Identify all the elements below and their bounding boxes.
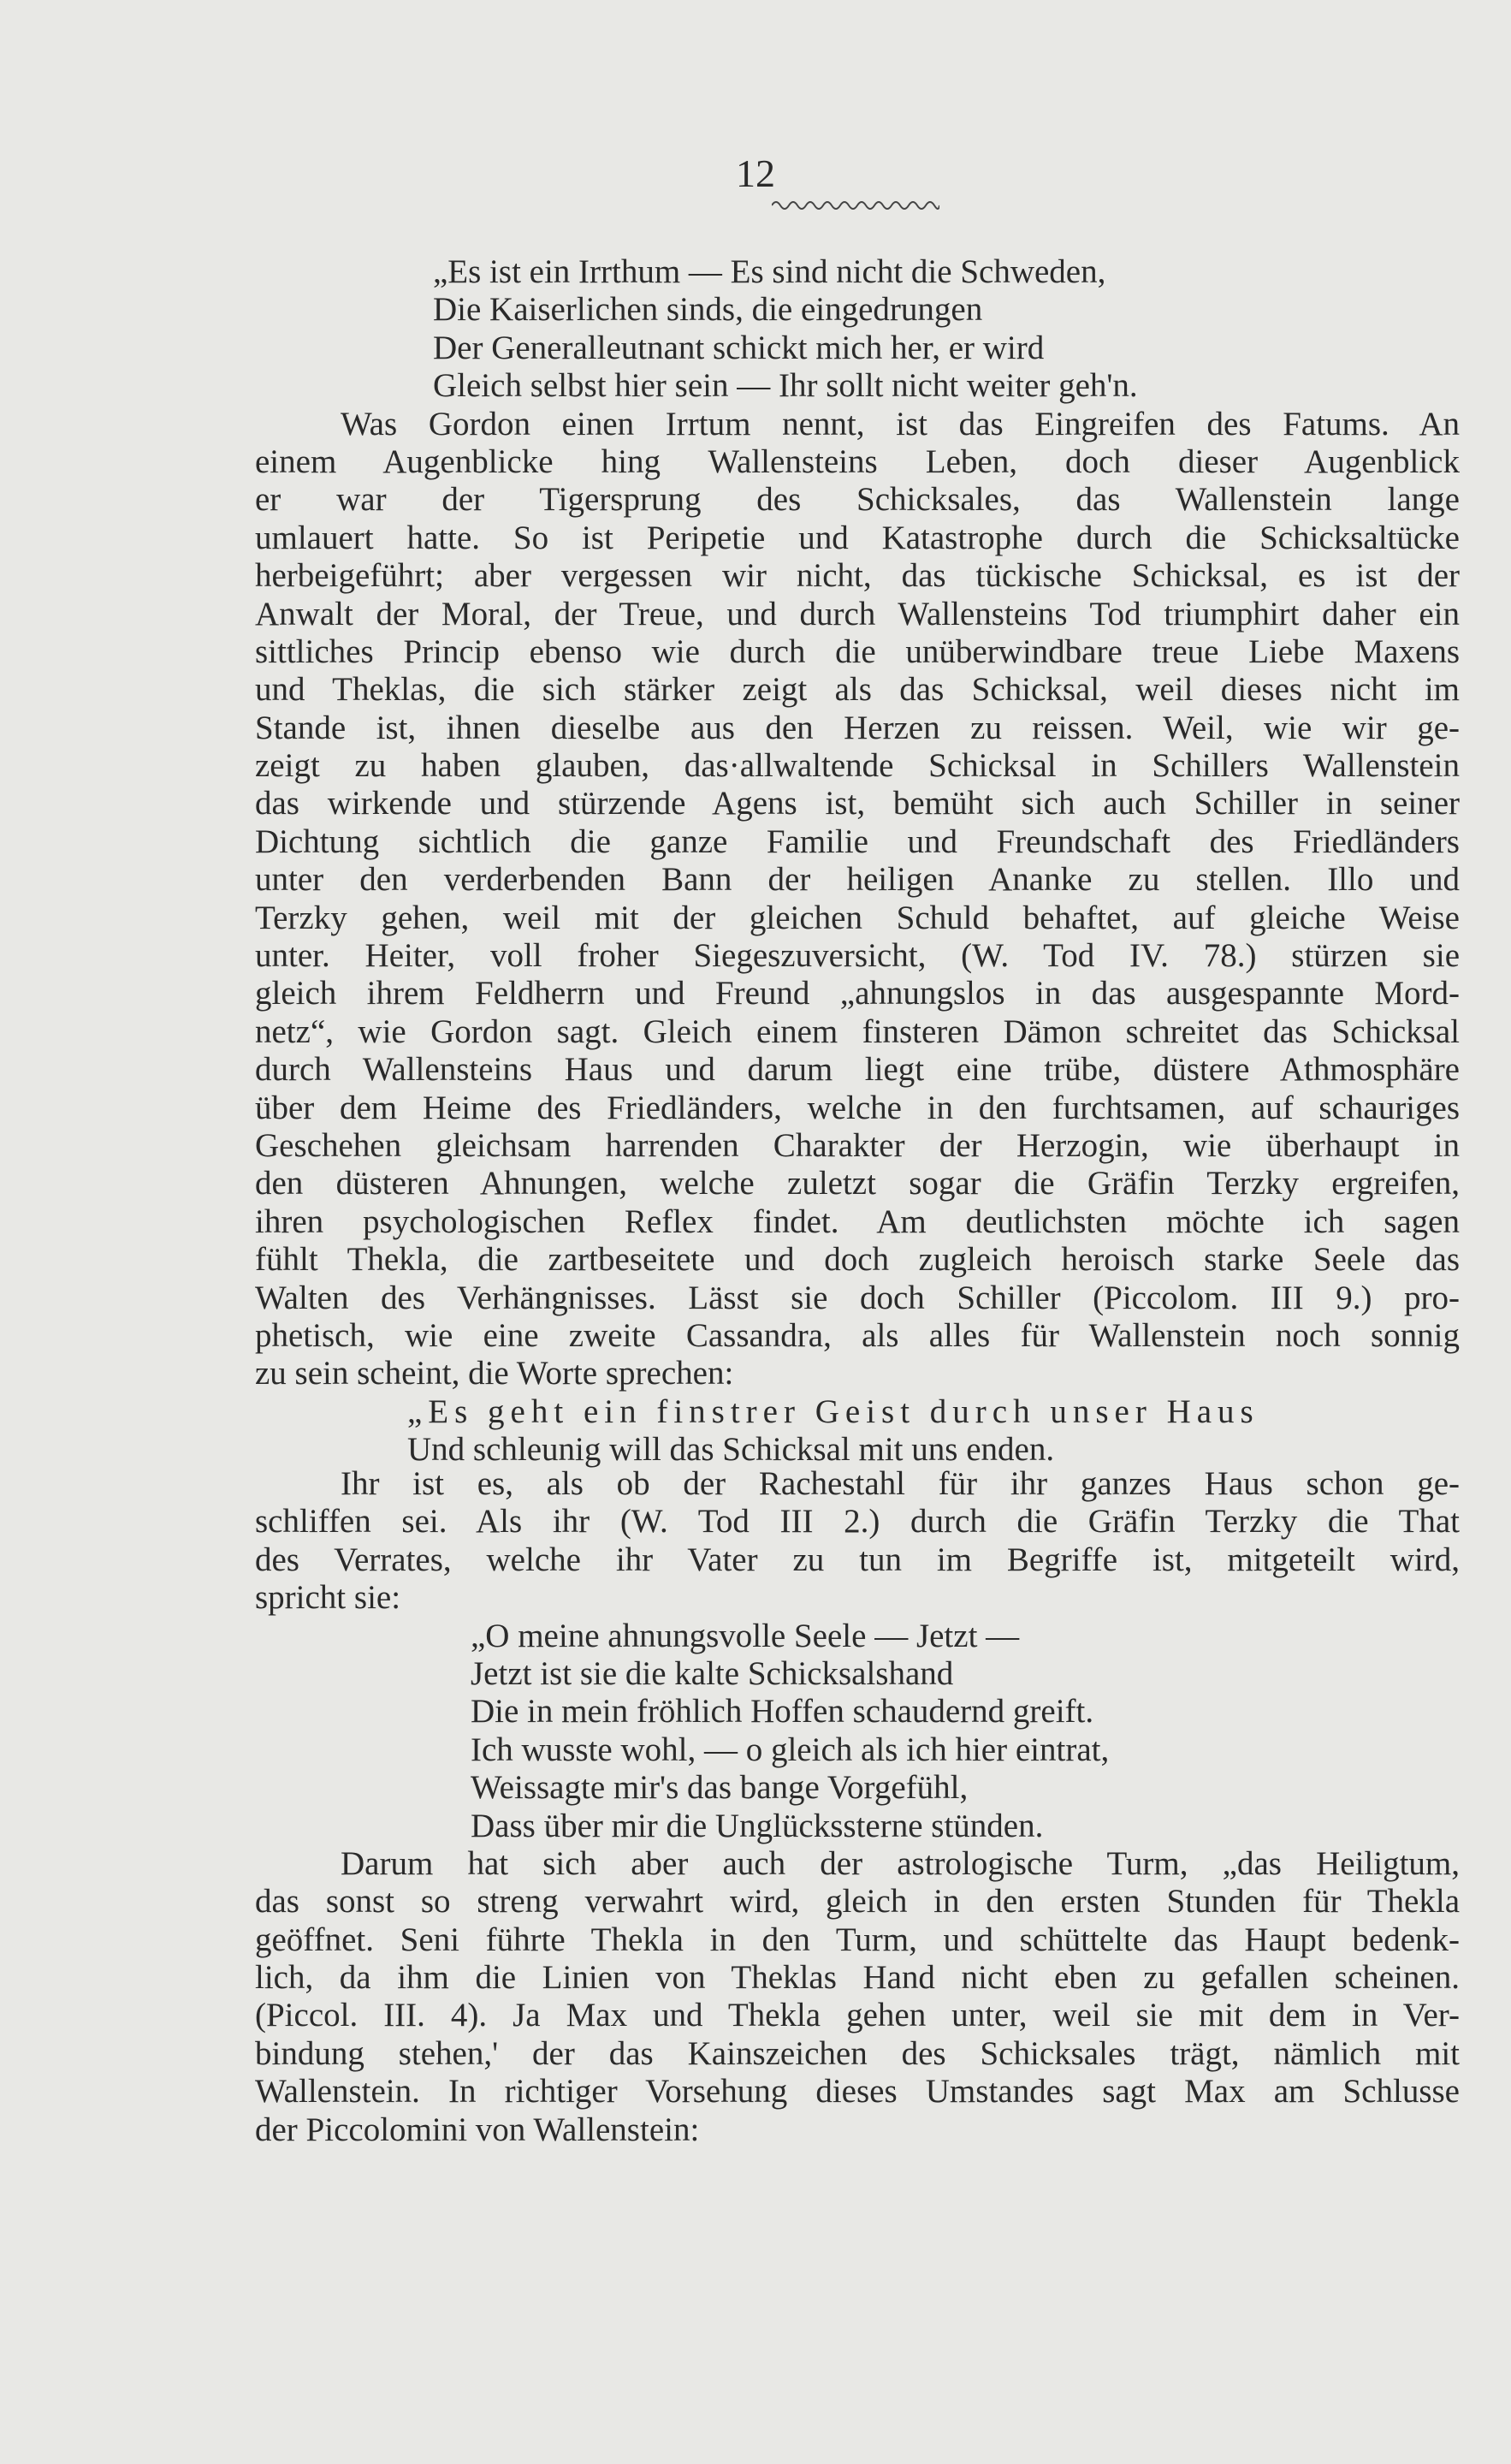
- text-line: er war der Tigersprung des Schicksales, das Wallenstein lange: [255, 481, 1460, 519]
- text-line: Walten des Verhängnisses. Lässt sie doch Schiller (Piccolom. III 9.) pro-: [255, 1279, 1460, 1316]
- text-line: Die in mein fröhlich Hoffen schaudernd greift.: [471, 1693, 1094, 1731]
- text-line: zeigt zu haben glauben, das·allwaltende Schicksal in Schillers Wallenstein: [255, 747, 1460, 785]
- text-line: netz“, wie Gordon sagt. Gleich einem finsteren Dämon schreitet das Schicksal: [255, 1012, 1460, 1050]
- wavy-rule-ornament: [772, 197, 939, 211]
- text-line: Dichtung sichtlich die ganze Familie und Freundschaft des Friedländers: [255, 822, 1460, 860]
- text-line: Ihr ist es, als ob der Rachestahl für ihr ganzes Haus schon ge-: [341, 1465, 1460, 1502]
- text-line: Dass über mir die Unglückssterne stünden.: [471, 1807, 1044, 1844]
- text-line: Anwalt der Moral, der Treue, und durch Wallensteins Tod triumphirt daher ein: [255, 595, 1460, 632]
- text-line: Terzky gehen, weil mit der gleichen Schuld behaftet, auf gleiche Weise: [255, 899, 1460, 936]
- text-line: des Verrates, welche ihr Vater zu tun im Begriffe ist, mitgeteilt wird,: [255, 1541, 1460, 1578]
- text-line: über dem Heime des Friedländers, welche in den furchtsamen, auf schauriges: [255, 1089, 1460, 1126]
- text-line: herbeigeführt; aber vergessen wir nicht, das tückische Schicksal, es ist der: [255, 557, 1460, 595]
- text-block-1: [255, 253, 1460, 1469]
- text-line: bindung stehen,' der das Kainszeichen des Schicksales trägt, nämlich mit: [255, 2034, 1460, 2072]
- text-line: den düsteren Ahnungen, welche zuletzt sogar die Gräfin Terzky ergreifen,: [255, 1165, 1460, 1202]
- text-line: geöffnet. Seni führte Thekla in den Turm, und schüttelte das Haupt bedenk-: [255, 1921, 1460, 1958]
- text-line: Geschehen gleichsam harrenden Charakter der Herzogin, wie überhaupt in: [255, 1126, 1460, 1164]
- text-line: Was Gordon einen Irrtum nennt, ist das Eingreifen des Fatums. An: [341, 405, 1460, 442]
- text-line: das wirkende und stürzende Agens ist, bemüht sich auch Schiller in seiner: [255, 785, 1460, 822]
- text-line: Jetzt ist sie die kalte Schicksalshand: [471, 1654, 954, 1692]
- text-line: schliffen sei. Als ihr (W. Tod III 2.) durch die Gräfin Terzky die That: [255, 1503, 1460, 1541]
- text-line: ihren psychologischen Reflex findet. Am deutlichsten möchte ich sagen: [255, 1202, 1460, 1240]
- text-line: unter. Heiter, voll froher Siegeszuversicht, (W. Tod IV. 78.) stürzen sie: [255, 937, 1460, 975]
- text-line: das sonst so streng verwahrt wird, gleich in den ersten Stunden für Thekla: [255, 1883, 1460, 1921]
- text-line: lich, da ihm die Linien von Theklas Hand nicht eben zu gefallen scheinen.: [255, 1959, 1460, 1997]
- text-line: sittliches Princip ebenso wie durch die unüberwindbare treue Liebe Maxens: [255, 632, 1460, 670]
- text-line: Wallenstein. In richtiger Vorsehung dieses Umstandes sagt Max am Schlusse: [255, 2073, 1460, 2111]
- text-line: und Theklas, die sich stärker zeigt als das Schicksal, weil dieses nicht im: [255, 671, 1460, 709]
- text-line: zu sein scheint, die Worte sprechen:: [255, 1355, 734, 1392]
- text-line: gleich ihrem Feldherrn und Freund „ahnungslos in das ausgespannte Mord-: [255, 975, 1460, 1012]
- text-line: Der Generalleutnant schickt mich her, er wird: [433, 329, 1045, 366]
- text-line: Weissagte mir's das bange Vorgefühl,: [471, 1769, 969, 1807]
- text-line: Die Kaiserlichen sinds, die eingedrungen: [433, 291, 983, 329]
- page-number: 12: [736, 151, 775, 195]
- text-line: Und schleunig will das Schicksal mit uns enden.: [407, 1431, 1055, 1469]
- text-line: unter den verderbenden Bann der heiligen Ananke zu stellen. Illo und: [255, 861, 1460, 899]
- text-line: „O meine ahnungsvolle Seele — Jetzt —: [471, 1617, 1020, 1654]
- text-line: fühlt Thekla, die zartbeseitete und doch zugleich heroisch starke Seele das: [255, 1241, 1460, 1279]
- text-line: „Es ist ein Irrthum — Es sind nicht die Schweden,: [433, 253, 1106, 290]
- text-line: durch Wallensteins Haus und darum liegt eine trübe, düstere Athmosphäre: [255, 1051, 1460, 1089]
- text-line: „Es geht ein finstrer Geist durch unser Haus: [407, 1392, 1259, 1430]
- text-line: spricht sie:: [255, 1579, 401, 1617]
- text-line: (Piccol. III. 4). Ja Max und Thekla gehen unter, weil sie mit dem in Ver-: [255, 1997, 1460, 2034]
- text-line: einem Augenblicke hing Wallensteins Leben, doch dieser Augenblick: [255, 442, 1460, 480]
- text-line: phetisch, wie eine zweite Cassandra, als alles für Wallenstein noch sonnig: [255, 1316, 1460, 1354]
- text-line: Ich wusste wohl, — o gleich als ich hier eintrat,: [471, 1731, 1110, 1768]
- text-line: Gleich selbst hier sein — Ihr sollt nicht weiter geh'n.: [433, 367, 1138, 405]
- text-line: Stande ist, ihnen dieselbe aus den Herzen zu reissen. Weil, wie wir ge-: [255, 709, 1460, 746]
- text-line: umlauert hatte. So ist Peripetie und Katastrophe durch die Schicksaltücke: [255, 519, 1460, 556]
- text-block-2: [255, 1465, 1460, 2149]
- text-line: der Piccolomini von Wallenstein:: [255, 2111, 700, 2148]
- text-line: Darum hat sich aber auch der astrologische Turm, „das Heiligtum,: [341, 1844, 1460, 1882]
